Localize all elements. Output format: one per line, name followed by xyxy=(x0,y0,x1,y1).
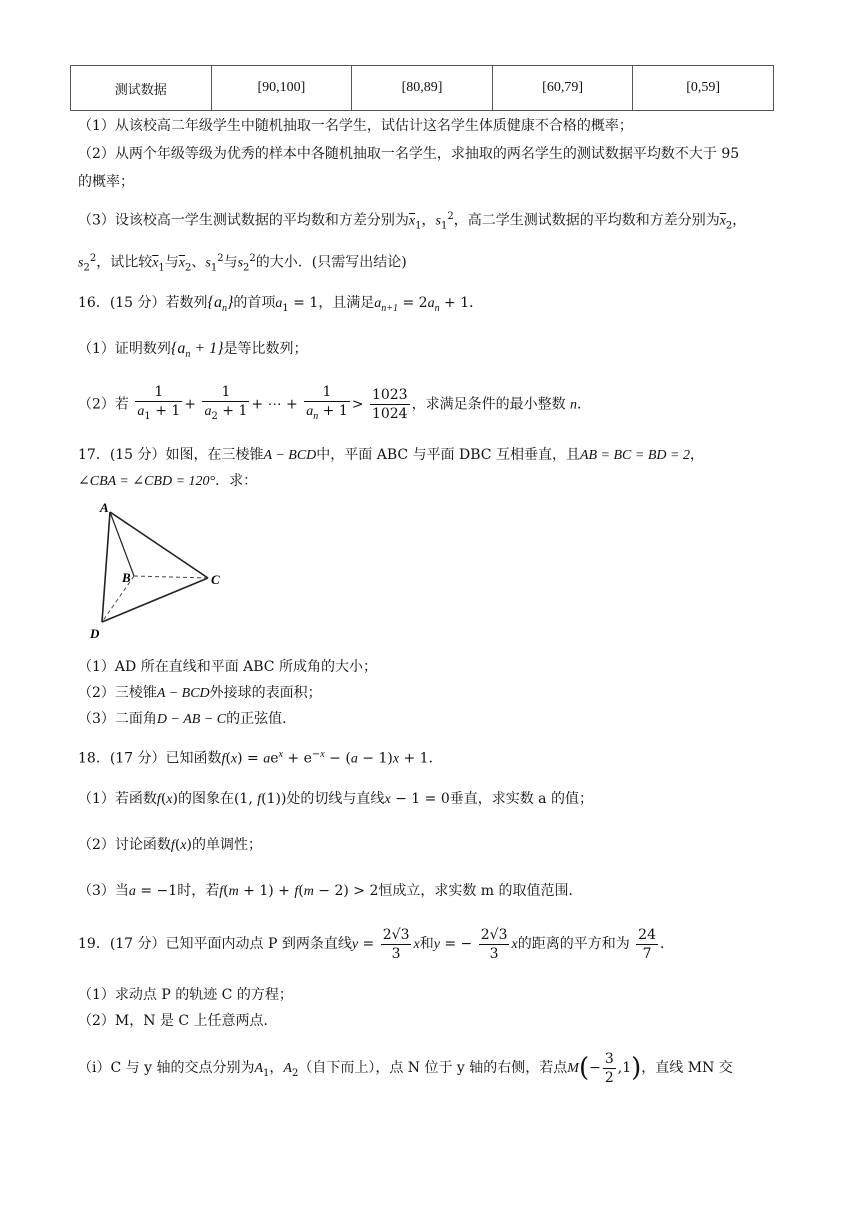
table-cell: [60,79] xyxy=(492,66,633,111)
q17-part3: （3）二面角D − AB − C的正弦值． xyxy=(78,711,297,727)
q15-part3-line2: $s_2^2$，试比较$\overline{x}_1$与$\overline{x}_2$、$s_1^2$与$s_2^2$的大小．(只需写出结论) xyxy=(78,253,407,274)
q19-part2-i: （ⅰ）C 与 y 轴的交点分别为$A_1$，$A_2$（自下而上），点 N 位于 y 轴的右侧，若点M(− $\frac{3}{2}$ ,1)，直线 MN 交 xyxy=(78,1050,733,1086)
table-cell: 测试数据 xyxy=(71,66,212,111)
q19-part1: （1）求动点 P 的轨迹 C 的方程； xyxy=(78,987,293,1003)
q16-part2: （2）若 $\frac{1}{a_1 + 1}$ + $\frac{1}{a_2 + 1}$ + ⋯ + $\frac{1}{a_n + 1}$ > $\frac{1023}{1024}$ ，求满足条件的最小整数 n． xyxy=(78,384,592,422)
q18-part1: （1）若函数f(x)的图象在(1, f(1))处的切线与直线x − 1 = 0垂直，求实数 a 的值； xyxy=(78,791,593,807)
tetrahedron-figure xyxy=(88,500,228,645)
q17-part2: （2）三棱锥A − BCD外接球的表面积； xyxy=(78,685,322,701)
label-a: A xyxy=(100,500,109,515)
table-row xyxy=(71,66,774,111)
q19-part2: （2）M，N 是 C 上任意两点． xyxy=(78,1013,278,1029)
edge-ad xyxy=(102,512,110,622)
q18-header: 18．(17 分）已知函数$f(x) = ae^x + e^{-x} - (a - 1)x + 1$． xyxy=(78,749,443,767)
score-table xyxy=(70,65,774,111)
label-d: D xyxy=(90,626,100,641)
q18-part2: （2）讨论函数f(x)的单调性； xyxy=(78,837,262,853)
q18-part3: （3）当a = −1时，若f(m + 1) + f(m − 2) > 2恒成立，求实数 m 的取值范围． xyxy=(78,883,583,899)
table-cell: [0,59] xyxy=(633,66,774,111)
q15-part1: （1）从该校高二年级学生中随机抽取一名学生，试估计这名学生体质健康不合格的概率； xyxy=(78,118,633,134)
q17-header-line1: 17．(15 分）如图，在三棱锥A − BCD中，平面 ABC 与平面 DBC 互相垂直，且AB = BC = BD = 2， xyxy=(78,447,704,463)
q17-part1: （1）AD 所在直线和平面 ABC 所成角的大小； xyxy=(78,659,377,675)
table-cell: [90,100] xyxy=(211,66,352,111)
q16-header: 16．(15 分）若数列$\{a_n\}$的首项$a_1 = 1$，且满足$a_{n+1} = 2a_n + 1$． xyxy=(78,294,484,315)
label-c: C xyxy=(211,572,220,587)
edge-ab xyxy=(110,512,134,576)
q17-header-line2: ∠CBA = ∠CBD = 120°．求： xyxy=(78,473,258,489)
q15-part3-line1: （3）设该校高一学生测试数据的平均数和方差分别为$\overline{x}_1$，$s_1^2$，高二学生测试数据的平均数和方差分别为$\overline{x}_2$， xyxy=(78,211,747,232)
q16-part1: （1）证明数列$\{a_n + 1\}$是等比数列； xyxy=(78,340,308,361)
edge-bc xyxy=(134,576,208,578)
edge-ac xyxy=(110,512,208,578)
q15-part2-line1: （2）从两个年级等级为优秀的样本中各随机抽取一名学生，求抽取的两名学生的测试数据平均数不大于 95 xyxy=(78,146,740,162)
q19-header: 19．(17 分）已知平面内动点 P 到两条直线y = $\frac{2√3}{3}$ x和y = − $\frac{2√3}{3}$ x的距离的平方和为 $\frac{24}{7}$ ． xyxy=(78,926,674,962)
table-cell: [80,89] xyxy=(352,66,493,111)
label-b: B xyxy=(122,570,131,585)
q15-part2-line2: 的概率； xyxy=(78,174,134,190)
